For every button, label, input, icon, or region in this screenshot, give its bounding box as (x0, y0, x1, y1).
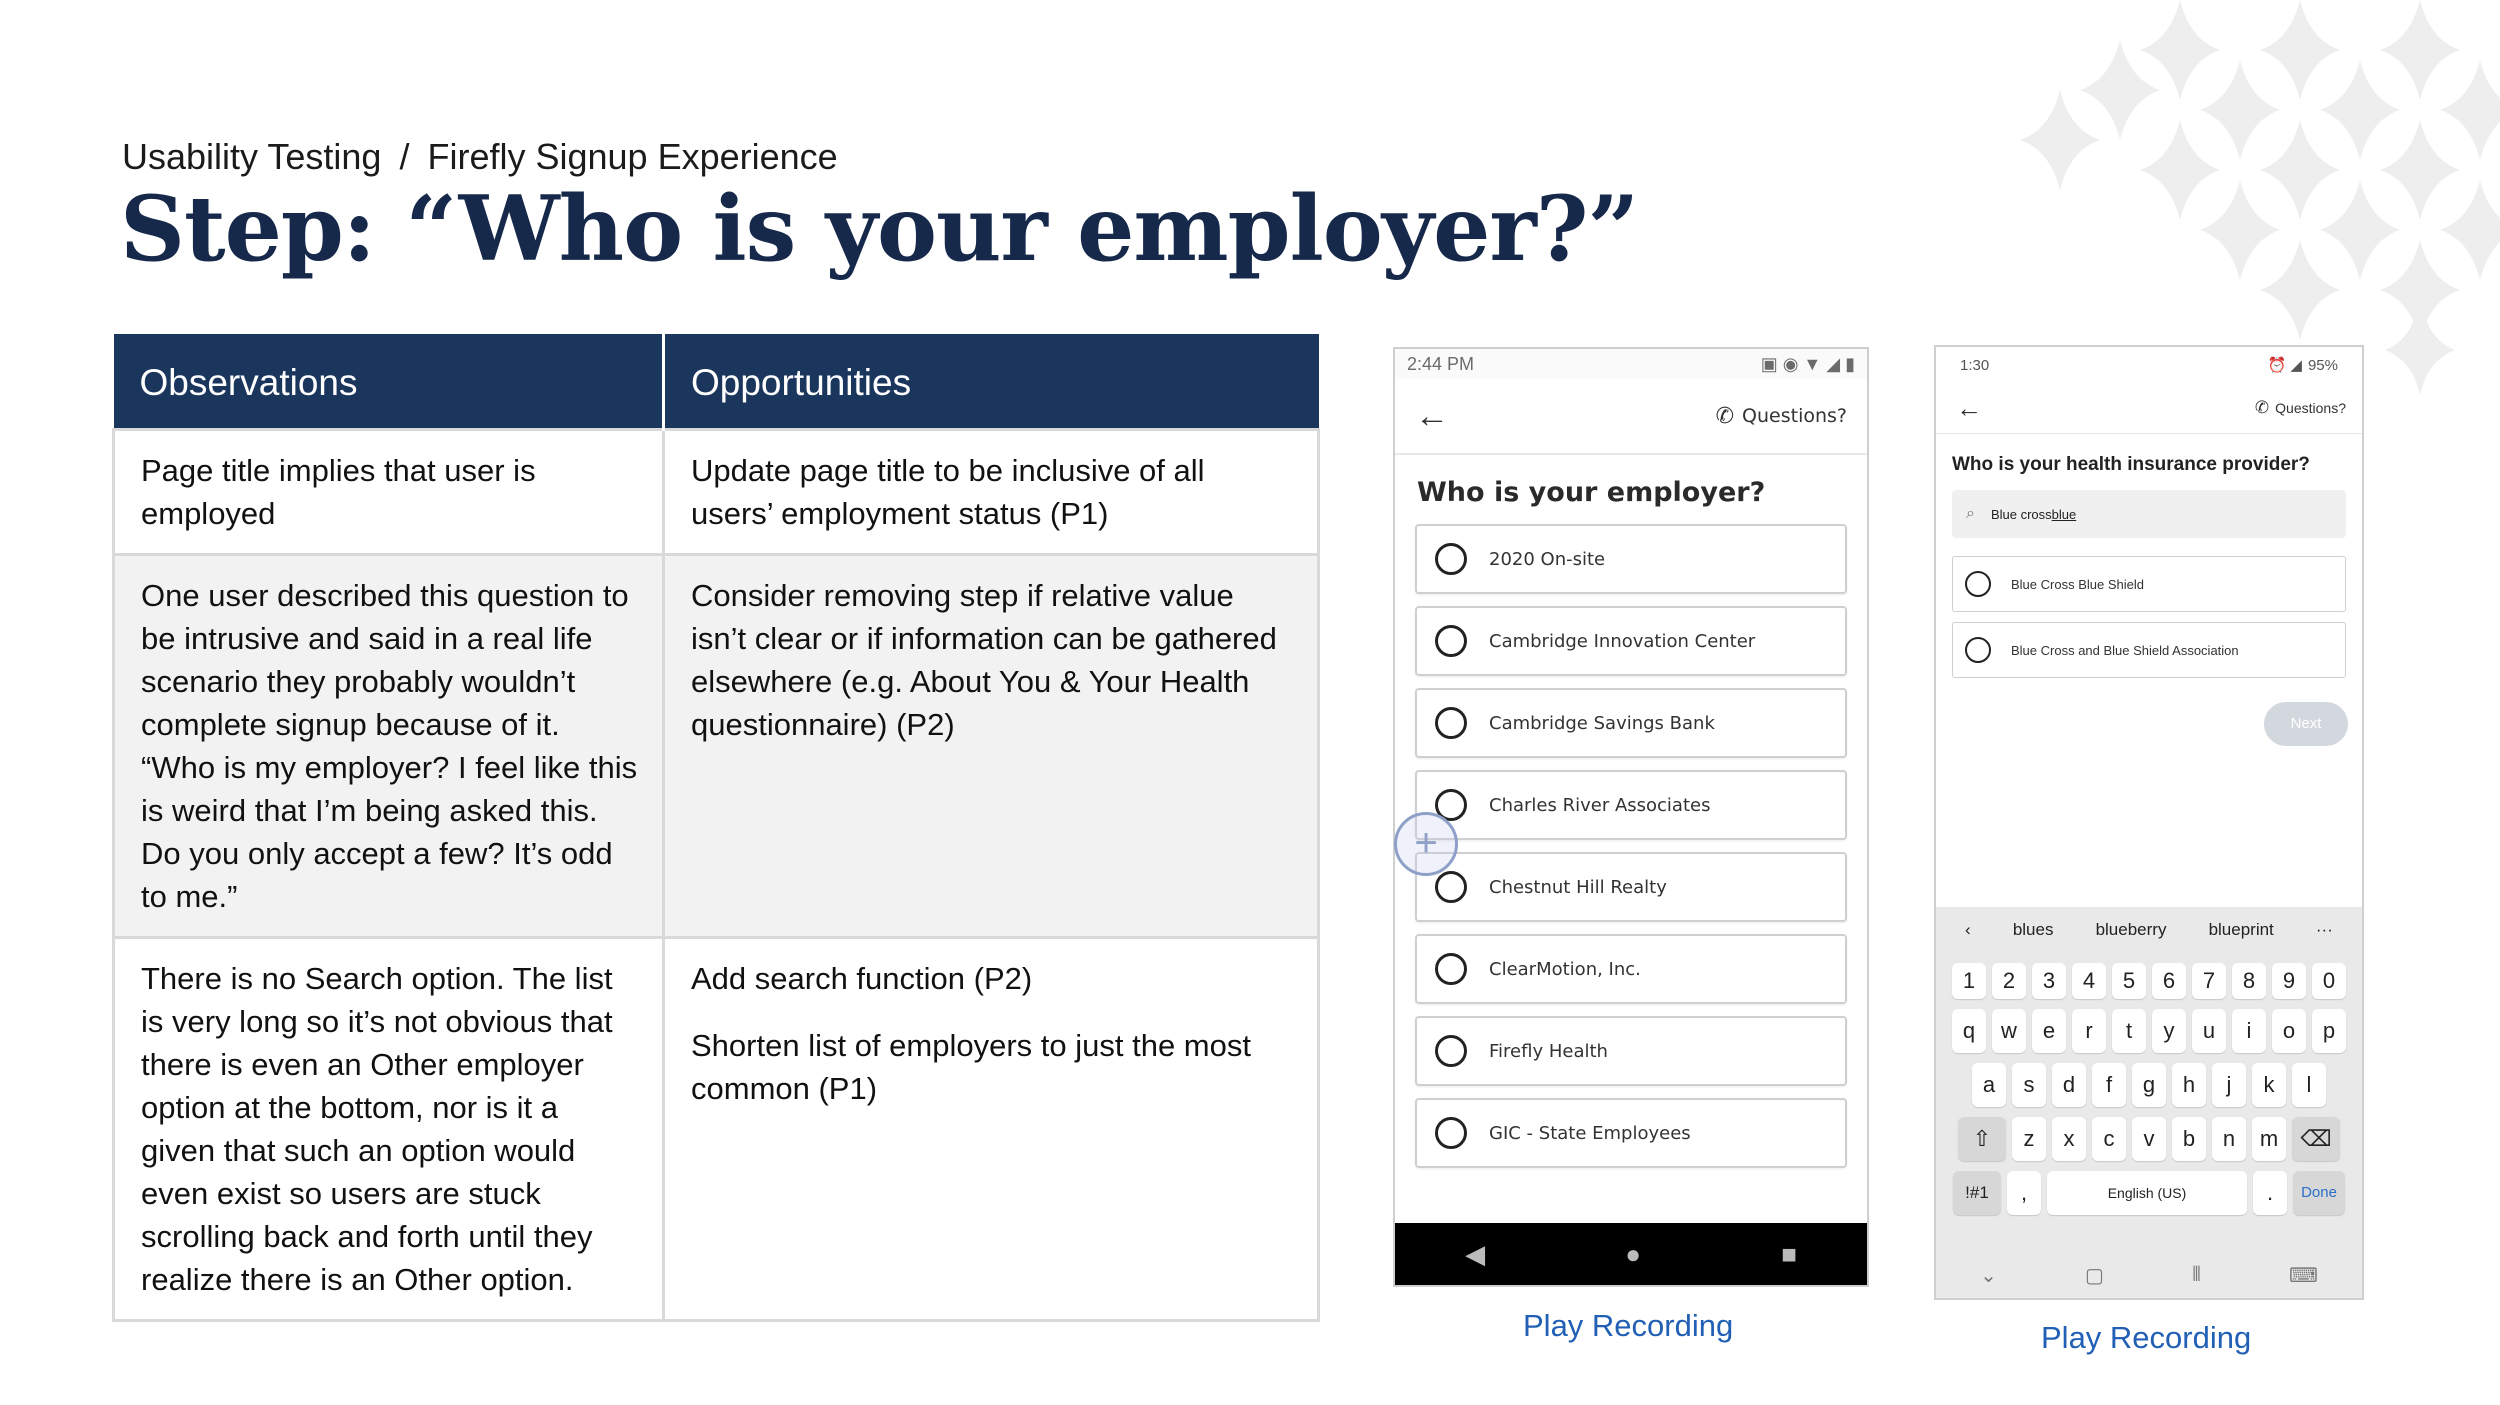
employer-option[interactable] (1415, 1098, 1847, 1168)
android-nav-bar (1936, 1252, 2362, 1298)
employer-option[interactable] (1415, 1016, 1847, 1086)
employer-screen-screenshot (1393, 347, 1869, 1287)
radio-button[interactable] (1435, 871, 1467, 903)
key[interactable]: 5 (2112, 963, 2146, 999)
nav-back-icon[interactable]: ◀ (1465, 1238, 1486, 1269)
breadcrumb (122, 136, 838, 178)
opportunity-text: Update page title to be inclusive of all users’ employment status (P1) (691, 453, 1205, 531)
questions-link[interactable]: Questions? (1742, 405, 1847, 427)
backspace-key-icon[interactable]: ⌫ (2292, 1117, 2340, 1161)
key-row-4 (1936, 1171, 2362, 1215)
nav-home-icon[interactable]: ● (1625, 1238, 1641, 1269)
insurance-option[interactable] (1952, 556, 2346, 612)
employer-option[interactable] (1415, 606, 1847, 676)
search-text: Blue cross (1990, 506, 2052, 522)
star-shape (2320, 60, 2400, 160)
star-shape (2080, 40, 2160, 140)
key[interactable]: 1 (1952, 963, 1986, 999)
option-label: ClearMotion, Inc. (1489, 958, 1641, 980)
space-key[interactable]: English (US) (2047, 1171, 2247, 1215)
number-row (1936, 963, 2362, 999)
key[interactable]: f (2092, 1063, 2126, 1107)
star-shape (2260, 120, 2340, 220)
status-time: 2:44 PM (1407, 353, 1475, 374)
status-icons: ⏰ ◢ (2267, 357, 2302, 374)
key[interactable]: 4 (2072, 963, 2106, 999)
star-shape (2440, 180, 2500, 280)
back-arrow-icon[interactable]: ← (1415, 396, 1449, 435)
phone-icon: ✆ (1715, 403, 1735, 428)
key[interactable]: 2 (1992, 963, 2026, 999)
opportunity-cell (664, 938, 1319, 1321)
key[interactable]: n (2212, 1117, 2246, 1161)
star-shape (2020, 90, 2100, 190)
key-row-1 (1936, 1009, 2362, 1053)
table-row (114, 938, 1319, 1321)
play-recording-link[interactable]: Play Recording (1523, 1308, 1734, 1343)
employer-option[interactable] (1415, 852, 1847, 922)
observation-cell (114, 555, 664, 938)
radio-button[interactable] (1435, 1117, 1467, 1149)
option-label: Cambridge Innovation Center (1489, 630, 1756, 652)
table-row (114, 555, 1319, 938)
key[interactable]: q (1952, 1009, 1986, 1053)
key[interactable]: l (2292, 1063, 2326, 1107)
more-icon[interactable]: ··· (2315, 920, 2333, 939)
suggestion-item[interactable]: blueberry (2095, 920, 2167, 939)
breadcrumb-separator: / (399, 136, 410, 177)
key[interactable]: e (2032, 1009, 2066, 1053)
key[interactable]: d (2052, 1063, 2086, 1107)
key[interactable]: o (2272, 1009, 2306, 1053)
key[interactable]: x (2052, 1117, 2086, 1161)
status-bar (1395, 349, 1867, 379)
questions-link[interactable]: Questions? (2275, 400, 2346, 416)
option-label: Blue Cross Blue Shield (2011, 576, 2144, 592)
suggestion-item[interactable]: blues (2012, 920, 2054, 939)
key[interactable]: a (1972, 1063, 2006, 1107)
opportunity-cell (664, 430, 1319, 555)
battery-level: 95% (2307, 356, 2338, 374)
chevron-down-icon[interactable]: ⌄ (1980, 1264, 1997, 1287)
column-header-opportunities: Opportunities (664, 334, 1319, 430)
star-shape (2380, 0, 2460, 100)
star-shape (2320, 180, 2400, 280)
next-button[interactable]: Next (2264, 702, 2348, 746)
key[interactable]: v (2132, 1117, 2166, 1161)
shift-key-icon[interactable]: ⇧ (1958, 1117, 2006, 1161)
app-bar (1936, 383, 2362, 434)
search-icon: ⌕ (1966, 505, 1975, 522)
star-shape (2385, 300, 2455, 395)
app-bar (1395, 379, 1867, 455)
insurance-screen-screenshot (1934, 345, 2364, 1300)
status-bar (1936, 347, 2362, 383)
key[interactable]: i (2232, 1009, 2266, 1053)
key[interactable]: u (2192, 1009, 2226, 1053)
opportunity-text: Shorten list of employers to just the most common (P1) (691, 1028, 1251, 1106)
key[interactable]: b (2172, 1117, 2206, 1161)
opportunity-text: Consider removing step if relative value isn’t clear or if information can be gathered elsewhere (e.g. About You & Your Health questionnaire) (P2) (691, 578, 1277, 742)
key[interactable]: 7 (2192, 963, 2226, 999)
radio-button[interactable] (1435, 625, 1467, 657)
key-row-3 (1936, 1117, 2362, 1161)
observation-cell (114, 938, 664, 1321)
phone-icon: ✆ (2254, 398, 2270, 417)
nav-recents-icon[interactable]: ⦀ (2192, 1263, 2201, 1286)
star-shape (2260, 0, 2340, 100)
radio-button[interactable] (1435, 953, 1467, 985)
key[interactable]: h (2172, 1063, 2206, 1107)
option-label: Charles River Associates (1489, 794, 1711, 816)
breadcrumb-item-usability-testing[interactable]: Usability Testing (122, 136, 382, 177)
key[interactable]: c (2092, 1117, 2126, 1161)
star-shape (2380, 120, 2460, 220)
page-title: Step: “Who is your employer?” (120, 176, 1639, 282)
key[interactable]: j (2212, 1063, 2246, 1107)
option-label: Firefly Health (1489, 1040, 1608, 1062)
key[interactable]: 8 (2232, 963, 2266, 999)
observation-text: One user described this question to be intrusive and said in a real life scenario they probably wouldn’t complete signup because of it. “Who is my employer? I feel like this is weird that I’m being asked this. Do you only accept a few? It’s odd to me.” (141, 578, 638, 914)
employer-option[interactable] (1415, 524, 1847, 594)
star-shape (2260, 240, 2340, 340)
keyboard-icon[interactable]: ⌨ (2289, 1264, 2318, 1287)
option-label: GIC - State Employees (1489, 1122, 1691, 1144)
observation-text: There is no Search option. The list is very long so it’s not obvious that there is even an Other employer option at the bottom, nor is it a given that such an option would even exist so users are stuck scrolling back and forth until they realize there is an Other option. (141, 961, 613, 1297)
key[interactable]: 6 (2152, 963, 2186, 999)
option-label: Cambridge Savings Bank (1489, 712, 1715, 734)
key[interactable]: w (1992, 1009, 2026, 1053)
suggestion-bar (1936, 907, 2362, 953)
radio-button[interactable] (1435, 707, 1467, 739)
key[interactable]: 9 (2272, 963, 2306, 999)
nav-recents-icon[interactable]: ■ (1781, 1238, 1797, 1269)
opportunity-text: Add search function (P2) (691, 961, 1033, 996)
question-title: Who is your employer? (1417, 477, 1766, 508)
key[interactable]: r (2072, 1009, 2106, 1053)
play-recording-link[interactable]: Play Recording (2041, 1320, 2252, 1355)
key[interactable]: 0 (2312, 963, 2346, 999)
key[interactable]: g (2132, 1063, 2166, 1107)
option-label: 2020 On-site (1489, 548, 1606, 570)
question-title: Who is your health insurance provider? (1952, 454, 2310, 475)
back-arrow-icon[interactable]: ← (1956, 392, 1982, 423)
chevron-left-icon[interactable]: ‹ (1965, 920, 1971, 939)
observation-text: Page title implies that user is employed (141, 453, 536, 531)
insurance-option[interactable] (1952, 622, 2346, 678)
key[interactable]: t (2112, 1009, 2146, 1053)
observations-table (112, 334, 1320, 1322)
radio-button[interactable] (1435, 1035, 1467, 1067)
table-header-row (114, 334, 1319, 430)
key[interactable]: y (2152, 1009, 2186, 1053)
touch-indicator-icon: + (1394, 812, 1458, 876)
key[interactable]: z (2012, 1117, 2046, 1161)
symbols-key[interactable]: !#1 (1953, 1171, 2001, 1215)
column-header-observations: Observations (114, 334, 664, 430)
radio-button[interactable] (1965, 637, 1991, 663)
star-shape (2200, 60, 2280, 160)
search-text-underlined: blue (2051, 506, 2077, 522)
breadcrumb-item-firefly-signup[interactable]: Firefly Signup Experience (427, 136, 838, 177)
opportunity-cell (664, 555, 1319, 938)
radio-button[interactable] (1435, 543, 1467, 575)
key[interactable]: s (2012, 1063, 2046, 1107)
table-row (114, 430, 1319, 555)
star-shape (2440, 60, 2500, 160)
key[interactable]: k (2252, 1063, 2286, 1107)
star-shape (2140, 120, 2220, 220)
android-nav-bar (1395, 1223, 1867, 1285)
key[interactable]: m (2252, 1117, 2286, 1161)
search-input[interactable] (1952, 490, 2346, 538)
key-row-2 (1936, 1063, 2362, 1107)
employer-option[interactable] (1415, 688, 1847, 758)
employer-option[interactable] (1415, 934, 1847, 1004)
suggestion-item[interactable]: blueprint (2208, 920, 2274, 939)
employer-options-list (1395, 524, 1867, 1168)
onscreen-keyboard (1936, 907, 2362, 1298)
employer-option[interactable] (1415, 770, 1847, 840)
period-key[interactable]: . (2253, 1171, 2287, 1215)
done-key[interactable]: Done (2293, 1171, 2345, 1215)
key[interactable]: p (2312, 1009, 2346, 1053)
star-shape (2200, 180, 2280, 280)
comma-key[interactable]: , (2007, 1171, 2041, 1215)
radio-button[interactable] (1965, 571, 1991, 597)
star-shape (2140, 0, 2220, 100)
option-label: Chestnut Hill Realty (1489, 876, 1667, 898)
status-icons: ▣ ◉ ▼ ◢ ▮ (1760, 353, 1855, 374)
observation-cell (114, 430, 664, 555)
key[interactable]: 3 (2032, 963, 2066, 999)
nav-home-icon[interactable]: ▢ (2085, 1264, 2104, 1287)
status-time: 1:30 (1960, 356, 1990, 374)
option-label: Blue Cross and Blue Shield Association (2011, 642, 2239, 658)
